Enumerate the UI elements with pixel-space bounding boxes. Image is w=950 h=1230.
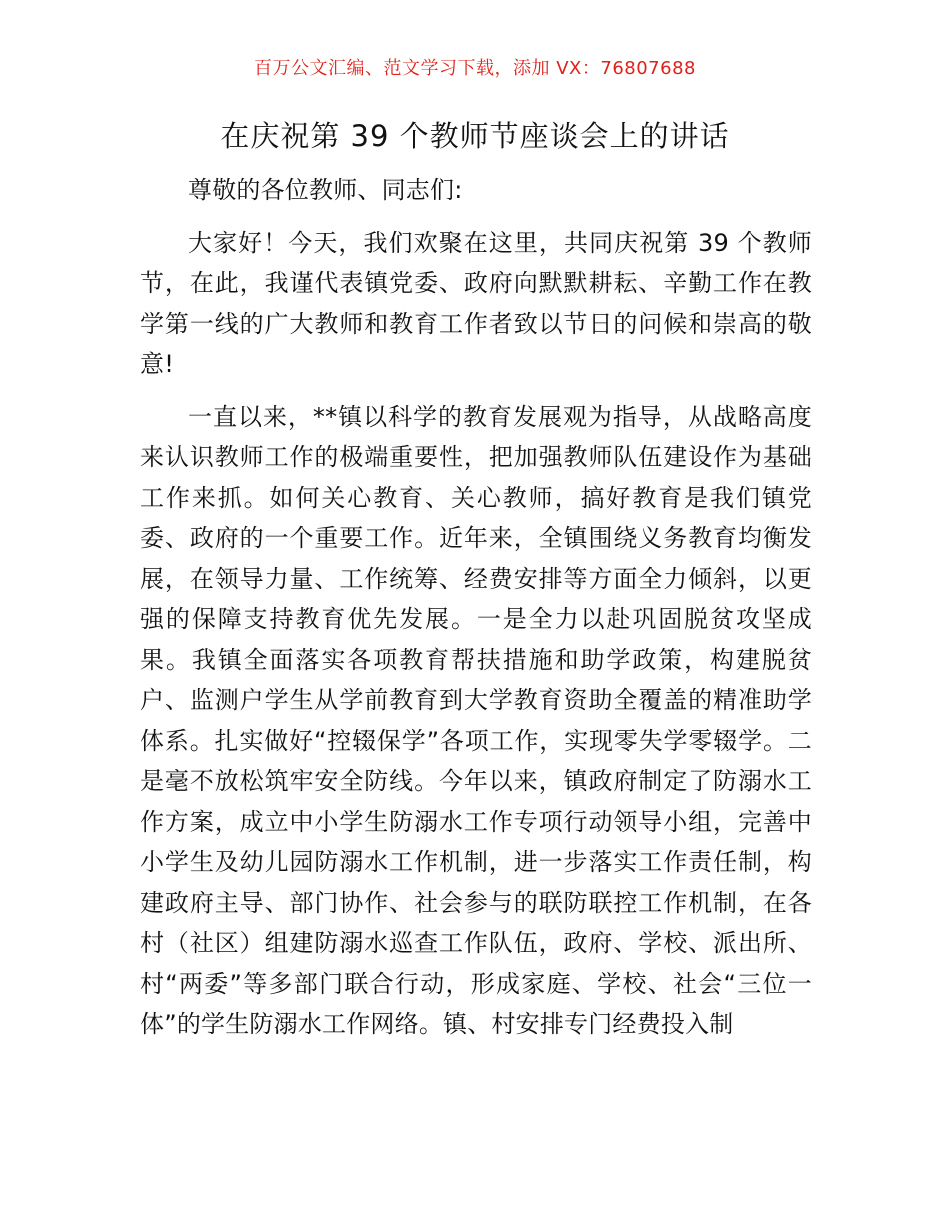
paragraph-1: 大家好！今天，我们欢聚在这里，共同庆祝第 39 个教师节，在此，我谨代表镇党委、政府向默默耕耘、辛勤工作在教学第一线的广大教师和教育工作者致以节日的问候和崇高的敬意! <box>140 228 812 378</box>
document-title: 在庆祝第 39 个教师节座谈会上的讲话 <box>220 119 730 153</box>
paragraph-2: 一直以来，**镇以科学的教育发展观为指导，从战略高度来认识教师工作的极端重要性，把加强教师队伍建设作为基础工作来抓。如何关心教育、关心教师，搞好教育是我们镇党委、政府的一个重要工作。近年来，全镇围绕义务教育均衡发展，在领导力量、工作统筹、经费安排等方面全力倾斜，以更强的保障支持教育优先发展。一是全力以赴巩固脱贫攻坚成果。我镇全面落实各项教育帮扶措施和助学政策，构建脱贫户、监测户学生从学前教育到大学教育资助全覆盖的精准助学体系。扎实做好“控辍保学”各项工作，实现零失学零辍学。二是毫不放松筑牢安全防线。今年以来，镇政府制定了防溺水工作方案，成立中小学生防溺水工作专项行动领导小组，完善中小学生及幼儿园防溺水工作机制，进一步落实工作责任制，构建政府主导、部门协作、社会参与的联防联控工作机制，在各村（社区）组建防溺水巡查工作队伍，政府、学校、派出所、村“两委”等多部门联合行动，形成家庭、学校、社会“三位一体”的学生防溺水工作网络。镇、村安排专门经费投入制 <box>140 402 812 1038</box>
header-banner: 百万公文汇编、范文学习下载，添加 VX：76807688 <box>254 58 696 79</box>
greeting-line: 尊敬的各位教师、同志们: <box>188 176 463 204</box>
document-body <box>140 170 812 1045</box>
